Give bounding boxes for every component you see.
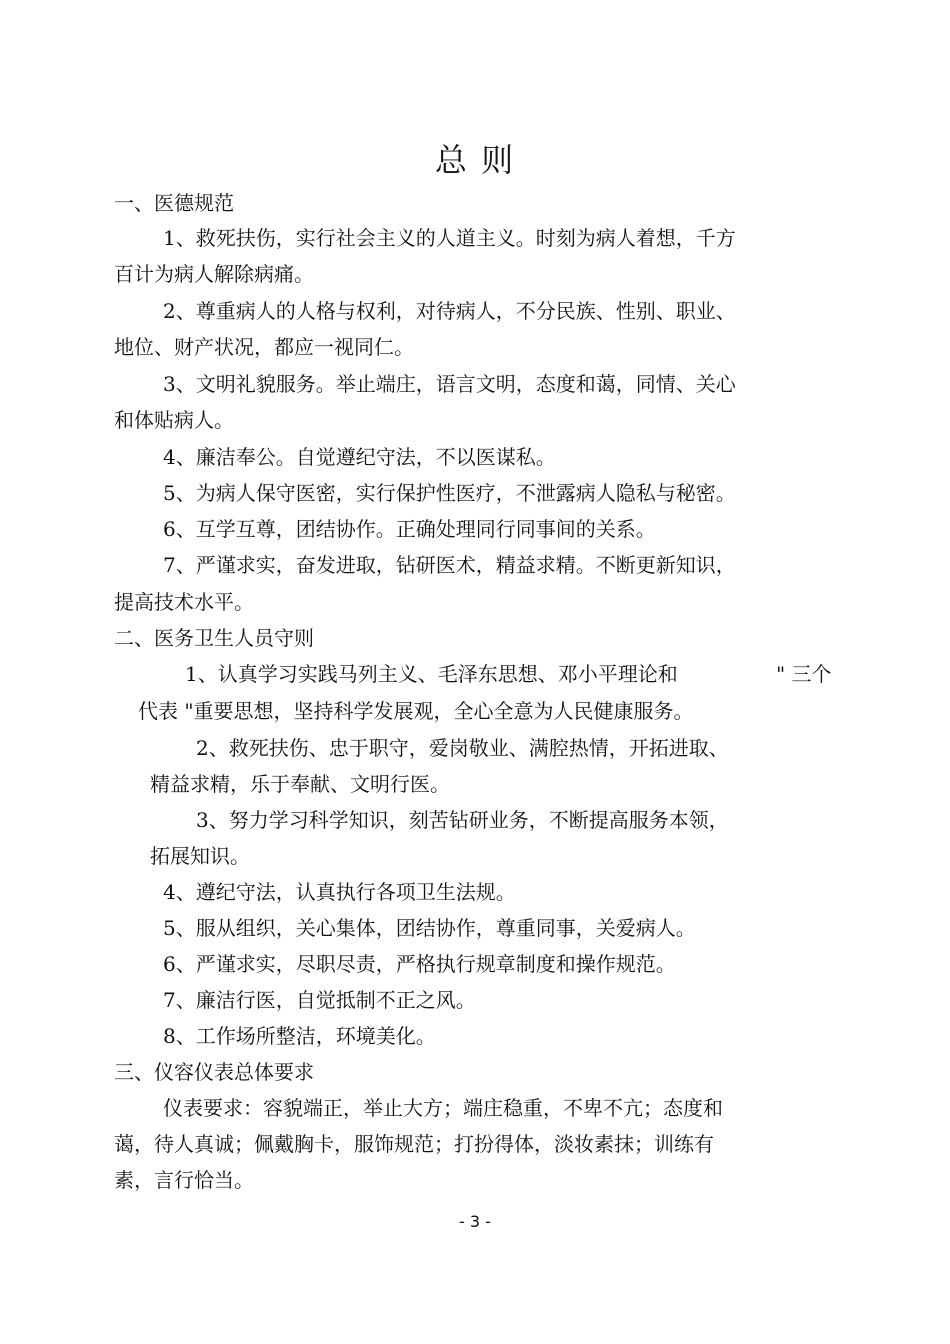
page-number: - 3 -	[459, 1212, 491, 1231]
para-1-2-line-1: 2、尊重病人的人格与权利，对待病人，不分民族、性别、职业、	[163, 299, 736, 323]
para-1-7-line-1: 7、严谨求实，奋发进取，钻研医术，精益求精。不断更新知识，	[163, 553, 736, 577]
section-heading-1: 一、医德规范	[114, 191, 234, 215]
para-1-6: 6、互学互尊，团结协作。正确处理同行同事间的关系。	[163, 517, 656, 541]
para-1-3-line-2: 和体贴病人。	[114, 408, 234, 432]
para-2-3-line-1: 3、努力学习科学知识，刻苦钻研业务，不断提高服务本领，	[196, 808, 729, 832]
para-1-5: 5、为病人保守医密，实行保护性医疗，不泄露病人隐私与秘密。	[163, 481, 736, 505]
para-1-7-line-2: 提高技术水平。	[114, 590, 254, 614]
para-3-1-line-1: 仪表要求：容貌端正，举止大方；端庄稳重，不卑不亢；态度和	[163, 1096, 723, 1120]
para-2-1-line-1: 1、认真学习实践马列主义、毛泽东思想、邓小平理论和	[185, 662, 678, 686]
para-2-1-line-1-end: " 三个	[776, 662, 832, 686]
para-2-5: 5、服从组织，关心集体，团结协作，尊重同事，关爱病人。	[163, 916, 696, 940]
para-2-1-line-2: 代表 "重要思想，坚持科学发展观，全心全意为人民健康服务。	[138, 699, 694, 723]
page-title: 总 则	[434, 141, 516, 179]
section-heading-2: 二、医务卫生人员守则	[114, 626, 314, 650]
para-3-1-line-3: 素，言行恰当。	[114, 1168, 254, 1192]
para-1-1-line-1: 1、救死扶伤，实行社会主义的人道主义。时刻为病人着想，千方	[163, 226, 736, 250]
para-2-6: 6、严谨求实，尽职尽责，严格执行规章制度和操作规范。	[163, 952, 676, 976]
section-heading-3: 三、仪容仪表总体要求	[114, 1060, 314, 1084]
para-2-2-line-1: 2、救死扶伤、忠于职守，爱岗敬业、满腔热情，开拓进取、	[196, 736, 729, 760]
para-1-2-line-2: 地位、财产状况，都应一视同仁。	[114, 335, 414, 359]
para-2-2-line-2: 精益求精，乐于奉献、文明行医。	[150, 772, 450, 796]
para-1-3-line-1: 3、文明礼貌服务。举止端庄，语言文明，态度和蔼，同情、关心	[163, 372, 736, 396]
para-2-3-line-2: 拓展知识。	[150, 844, 250, 868]
para-2-8: 8、工作场所整洁，环境美化。	[163, 1024, 436, 1048]
para-1-4: 4、廉洁奉公。自觉遵纪守法，不以医谋私。	[163, 445, 556, 469]
para-3-1-line-2: 蔼，待人真诚；佩戴胸卡，服饰规范；打扮得体，淡妆素抹；训练有	[114, 1132, 714, 1156]
para-2-7: 7、廉洁行医，自觉抵制不正之风。	[163, 988, 476, 1012]
para-2-4: 4、遵纪守法，认真执行各项卫生法规。	[163, 880, 516, 904]
para-1-1-line-2: 百计为病人解除病痛。	[114, 262, 314, 286]
